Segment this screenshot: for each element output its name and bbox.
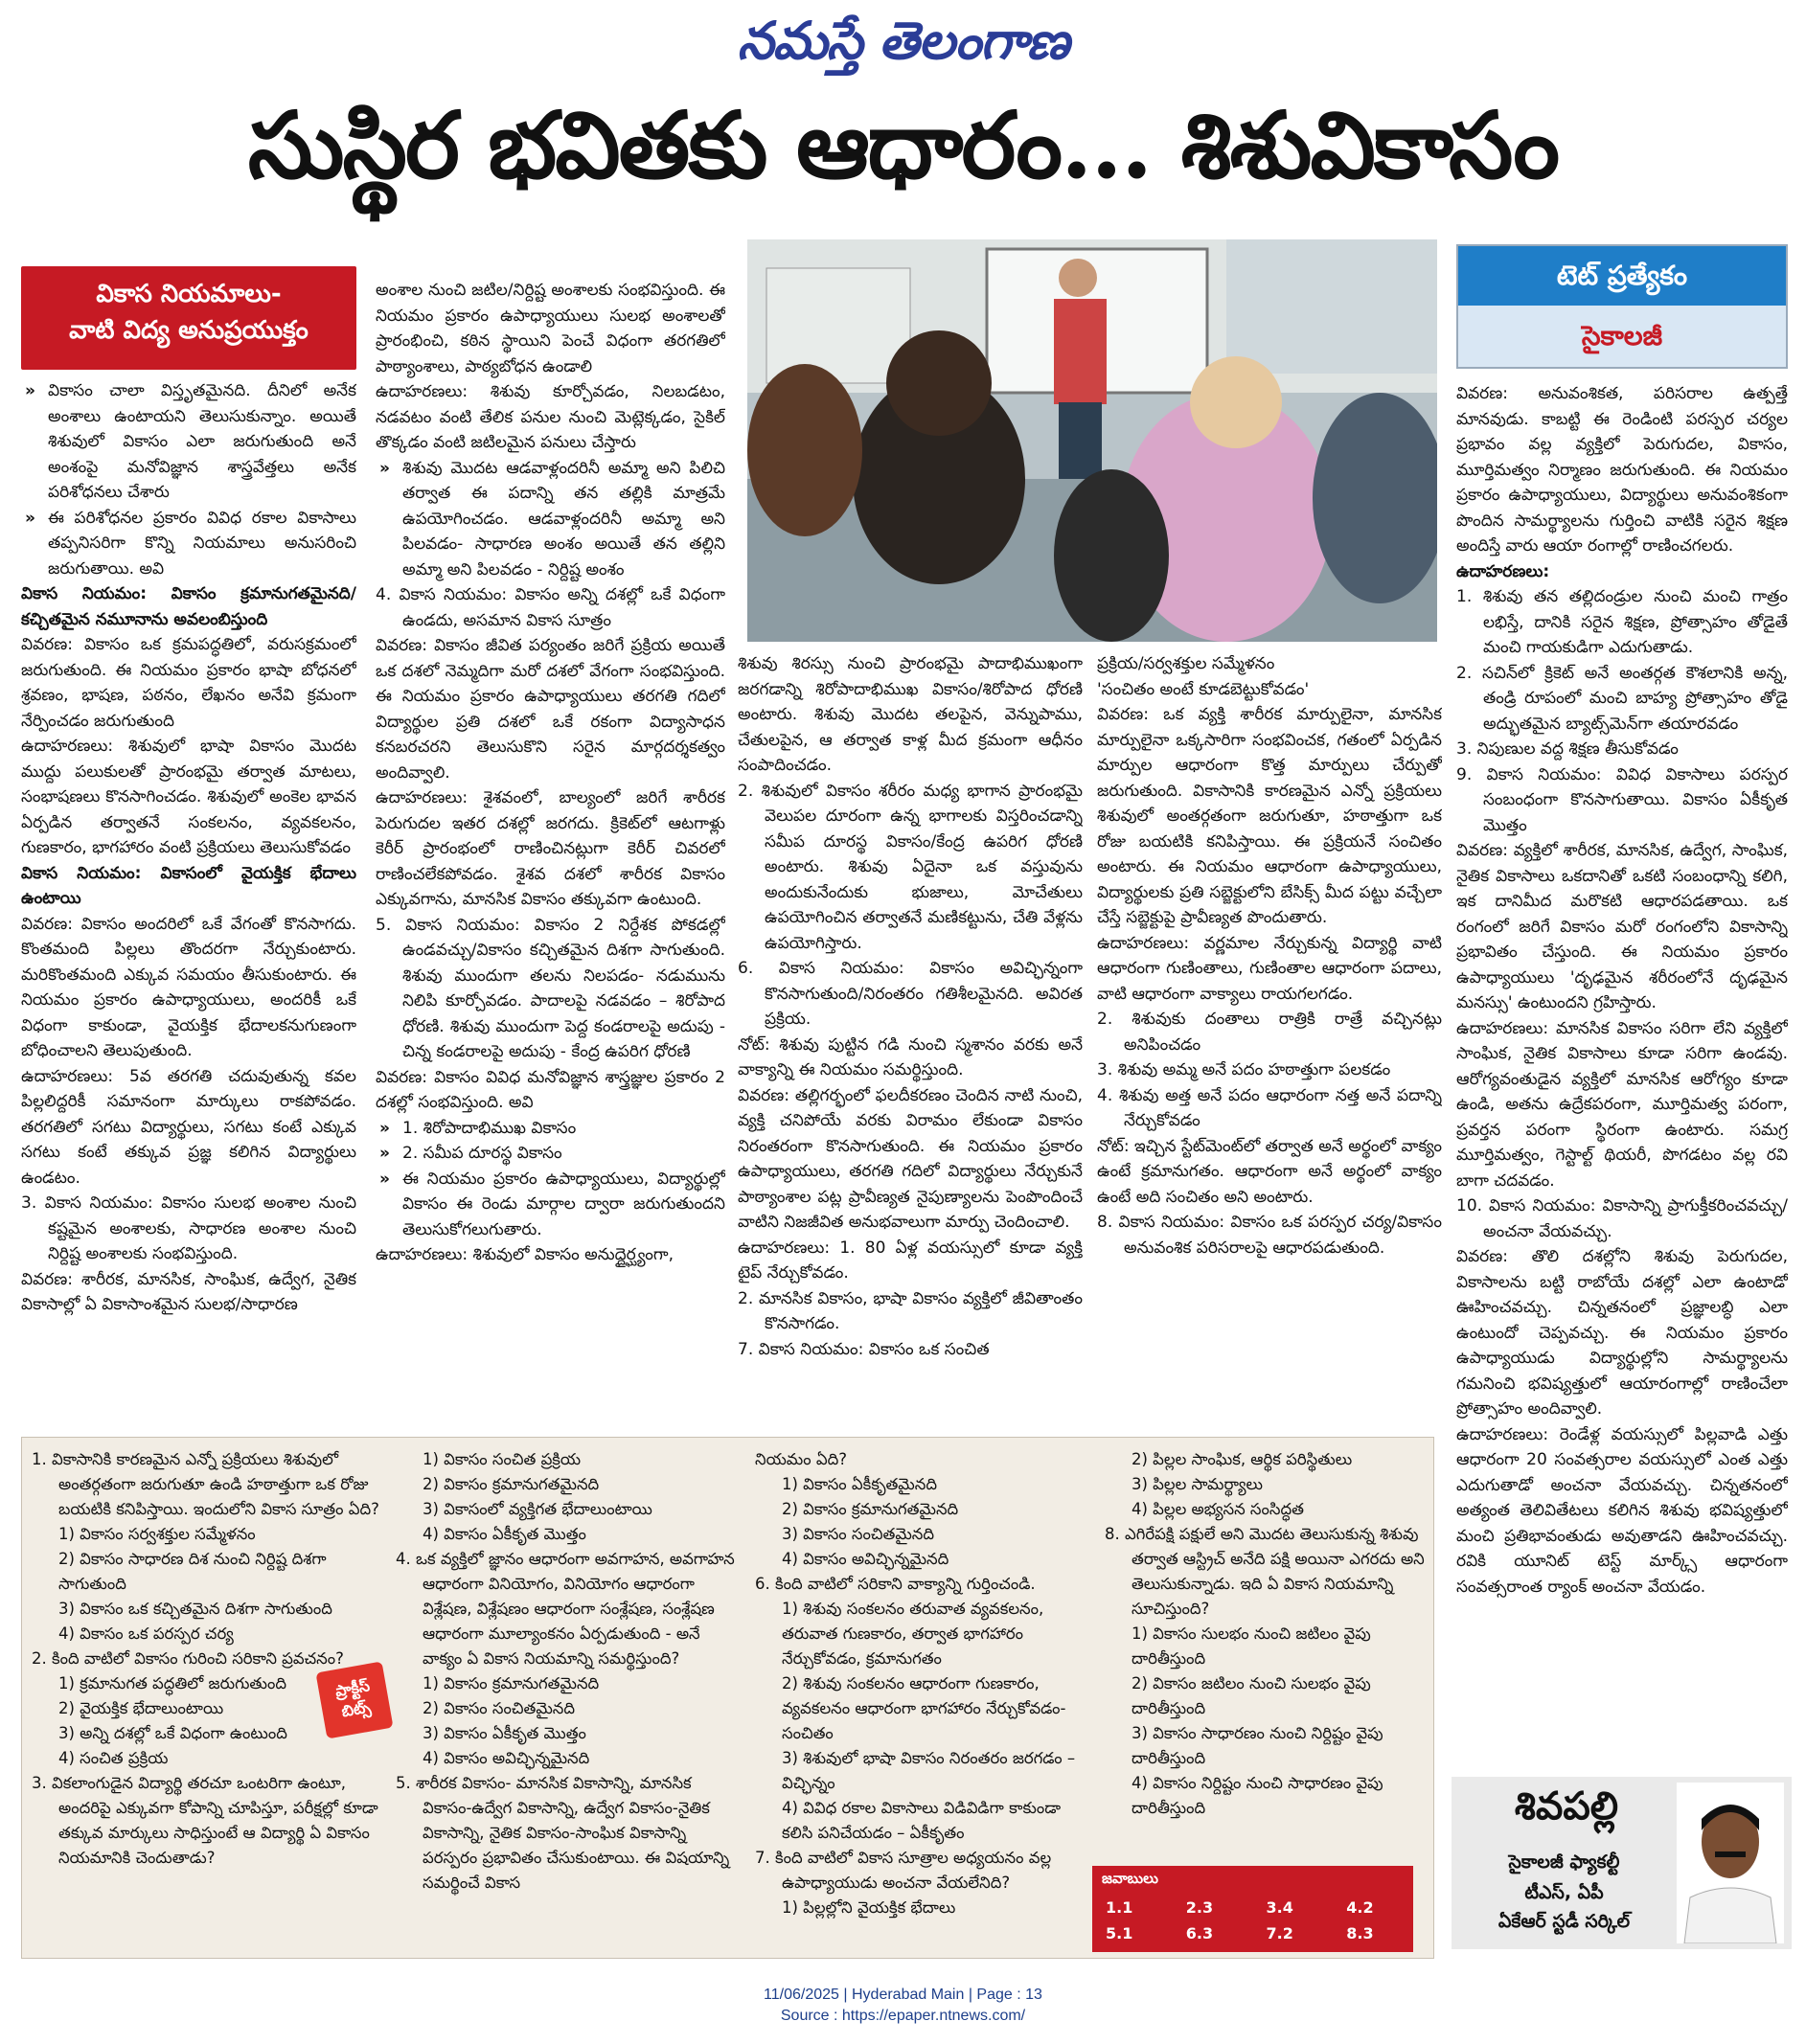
- option: 4) వికాసం ఒక పరస్పర చర్య: [58, 1624, 234, 1643]
- option: 4) వికాసం అవిచ్ఛిన్నమైనది: [782, 1550, 949, 1568]
- option: 2) వైయక్తిక భేదాలుంటాయి: [58, 1699, 224, 1717]
- paragraph: 3. వికాస నియమం: వికాసం సులభ అంశాల నుంచి కష్టమైన అంశాలకు, సాధారణ అంశాల నుంచి నిర్దిష్ట అంశాలకు సంభవిస్తుంది.: [21, 1193, 356, 1263]
- question: 2. కింది వాటిలో వికాసం గురించి సరికాని ప్రవచనం?: [32, 1649, 344, 1668]
- option: 2) పిల్లల సాంఘిక, ఆర్థిక పరిస్థితులు: [1132, 1450, 1353, 1468]
- paragraph: 3. నిపుణుల వద్ద శిక్షణ తీసుకోవడం: [1456, 739, 1679, 759]
- paragraph: ఉదాహరణలు: శైశవంలో, బాల్యంలో జరిగే శారీరక పెరుగుదల ఇతర దశల్లో జరగదు. క్రికెట్‌లో ఆటగాళ్లు కెరీర్ ప్రారంభంలో రాణించినట్లుగా కెరీర్ చివరలో రాణించలేకపోవడం. శైశవ దశలో శారీరక వికాసం ఎక్కువగాను, మానసిక వికాసం తక్కువగా ఉంటుంది.: [376, 788, 725, 909]
- option: 1) పిల్లల్లోని వైయక్తిక భేదాలు: [782, 1898, 956, 1917]
- paragraph: 9. వికాస నియమం: వివిధ వికాసాలు పరస్పర సంబంధంగా కొనసాగుతాయి. వికాసం ఏకీకృత మొత్తం: [1456, 764, 1788, 835]
- practice-label: ప్రాక్టీస్: [333, 1676, 372, 1701]
- option: 4) వికాసం అవిచ్ఛిన్నమైనది: [423, 1749, 590, 1767]
- edition-info: 11/06/2025 | Hyderabad Main | Page : 13: [764, 1987, 1042, 2003]
- question: 3. వికలాంగుడైన విద్యార్థి తరచూ ఒంటరిగా ఉంటూ, అందరిపై ఎక్కువగా కోపాన్ని చూపిస్తూ, పరీక్షల్లో కూడా తక్కువ మార్కులు సాధిస్తుంటే ఆ విద్యార్థి ఏ వికాసం నియమానికి చెందుతాడు?: [32, 1774, 378, 1867]
- paragraph: ఉదాహరణలు: శిశువులో వికాసం అనుద్దైర్ఘ్యంగా,: [376, 1245, 674, 1264]
- option: 3) పిల్లల సామర్థ్యాలు: [1132, 1475, 1263, 1493]
- page-footer: [0, 1985, 1806, 2027]
- question: 5. శారీరక వికాసం- మానసిక వికాసాన్ని, మానసిక వికాసం-ఉద్వేగ వికాసాన్ని, ఉద్వేగ వికాసం-నైతిక వికాసాన్ని, నైతిక వికాసం-సాంఘిక వికాసాన్ని పరస్పరం ప్రభావితం చేసుకుంటాయి. ఈ విషయాన్ని సమర్థించే వికాస: [396, 1774, 730, 1892]
- paragraph: ఉదాహరణలు: మానసిక వికాసం సరిగా లేని వ్యక్తిలో సాంఘిక, నైతిక వికాసాలు కూడా సరిగా ఉండవు. ఆరోగ్యవంతుడైన వ్యక్తిలో మానసిక ఆరోగ్యం కూడా ఉండి, అతను ఉద్రేకపరంగా, మూర్తిమత్వ పరంగా, ప్రవర్తన పరంగా స్థిరంగా ఉంటారు. సమగ్ర మూర్తిమత్వం, గెస్టాల్ట్ థియరీ, పొగడటం వల్ల రవి బాగా చదవడం.: [1456, 1018, 1788, 1191]
- paragraph: ఉదాహరణలు: 1. 80 ఏళ్ల వయస్సులో కూడా వ్యక్తి టైప్ నేర్చుకోవడం.: [738, 1238, 1083, 1283]
- option: 4) పిల్లల అభ్యసన సంసిద్ధత: [1132, 1500, 1304, 1518]
- author-name: శివపల్లి: [1514, 1784, 1619, 1828]
- paragraph: 2. శిశువుకు దంతాలు రాత్రికి రాత్రే వచ్చినట్లు అనిపించడం: [1097, 1010, 1442, 1055]
- classroom-photo: [747, 239, 1437, 642]
- paragraph: ఉదాహరణలు: వర్ణమాల నేర్చుకున్న విద్యార్థి వాటి ఆధారంగా గుణింతాలు, గుణింతాల ఆధారంగా పదాలు, వాటి ఆధారంగా వాక్యాలు రాయగలగడం.: [1097, 933, 1442, 1004]
- option: 4) వికాసం ఏకీకృత మొత్తం: [423, 1525, 586, 1543]
- paragraph: ఉదాహరణలు: శిశువులో భాషా వికాసం మొదట ముద్దు పలుకులతో ప్రారంభమై తర్వాత మాటలు, సంభాషణలు కొనసాగించడం. శిశువులో అంకెల భావన ఏర్పడిన తర్వాతనే సంకలనం, వ్యవకలనం, గుణకారం, భాగహారం వంటి ప్రక్రియలు తెలుసుకోవడం: [21, 737, 356, 857]
- option: 3) వికాసం ఏకీకృత మొత్తం: [423, 1724, 586, 1742]
- paragraph: వివరణ: వికాసం ఒక క్రమపద్ధతిలో, వరుసక్రమంలో జరుగుతుంది. ఈ నియమం ప్రకారం భాషా బోధనలో శ్రవణం, భాషణ, పఠనం, లేఖనం అనేవి క్రమంగా నేర్పించడం జరుగుతుంది: [21, 635, 356, 731]
- option: 1) వికాసం సంచిత ప్రక్రియ: [423, 1450, 582, 1468]
- paragraph: 'సంచితం అంటే కూడబెట్టుకోవడం': [1097, 679, 1310, 699]
- paragraph: నోట్: శిశువు పుట్టిన గడి నుంచి స్మశానం వరకు అనే వాక్యాన్ని ఈ నియమం సమర్థిస్తుంది.: [738, 1034, 1083, 1079]
- source-link[interactable]: Source : https://epaper.ntnews.com/: [780, 2008, 1026, 2024]
- paragraph: 4. శిశువు అత్త అనే పదం ఆధారంగా నత్త అనే పదాన్ని నేర్చుకోవడం: [1097, 1085, 1442, 1130]
- bits-column-2: [396, 1447, 741, 1950]
- masthead-logo: నమస్తే తెలంగాణ: [737, 10, 1069, 71]
- paragraph: వివరణ: వికాసం జీవిత పర్యంతం జరిగే ప్రక్రియ అయితే ఒక దశలో నెమ్మదిగా మరో దశలో వేగంగా సంభవిస్తుంది. ఈ నియమం ప్రకారం ఉపాధ్యాయులు తరగతి గదిలో విద్యార్థుల ప్రతి దశలో ఒకే రకంగా విద్యాసాధన కనబరచరని తెలుసుకొని సరైన మార్గదర్శకత్వం అందివ్వాలి.: [376, 636, 725, 783]
- option: 1) క్రమానుగత పద్ధతిలో జరుగుతుంది: [58, 1674, 286, 1692]
- option: 1) వికాసం సులభం నుంచి జటిలం వైపు దారితీస్తుంది: [1132, 1624, 1371, 1668]
- paragraph: 3. శిశువు అమ్మ అనే పదం హఠాత్తుగా పలకడం: [1097, 1060, 1391, 1079]
- paragraph: » 2. సమీప దూరస్థ వికాసం: [376, 1141, 725, 1167]
- author-box: [1452, 1777, 1792, 1949]
- option: 3) వికాసంలో వ్యక్తిగత భేదాలుంటాయి: [423, 1500, 652, 1518]
- paragraph: ఉదాహరణలు:: [1456, 561, 1550, 581]
- author-photo: [1677, 1783, 1784, 1943]
- article-column-4: [1097, 651, 1442, 1427]
- question: 1. వికాసానికి కారణమైన ఎన్నో ప్రక్రియలు శిశువులో అంతర్గతంగా జరుగుతూ ఉండి హఠాత్తుగా ఒక రోజు బయటికి కనిపిస్తాయి. ఇందులోని వికాస సూత్రం ఏది?: [32, 1450, 379, 1518]
- paragraph: వివరణ: వ్యక్తిలో శారీరక, మానసిక, ఉద్వేగ, సాంఘిక, నైతిక వికాసాలు ఒకదానితో ఒకటి సంబంధాన్ని కలిగి, ఇక దానిమీద మరొకటి ఆధారపడతాయి. ఒక రంగంలో జరిగే వికాసం మరో రంగంలోని వికాసాన్ని ప్రభావితం చేస్తుంది. ఈ నియమం ప్రకారం ఉపాధ్యాయులు 'దృఢమైన శరీరంలోనే దృఢమైన మనస్సు' ఉంటుందని గ్రహిస్తారు.: [1456, 841, 1788, 1012]
- option: 1) వికాసం ఏకీకృతమైనది: [782, 1475, 937, 1493]
- paragraph: ఉదాహరణలు: 5వ తరగతి చదువుతున్న కవల పిల్లలిద్దరికీ సమానంగా మార్కులు రాకపోవడం. తరగతిలో సగటు విద్యార్థులు, సగటు కంటే ఎక్కువ సగటు కంటే తక్కువ ప్రజ్ఞ కలిగిన విద్యార్థులు ఉండటం.: [21, 1066, 356, 1188]
- option: 3) వికాసం సంచితమైనది: [782, 1525, 935, 1543]
- article-column-3: [738, 651, 1083, 1427]
- answers-table: [1092, 1895, 1413, 1946]
- question: నియమం ఏది?: [755, 1450, 848, 1468]
- paragraph: వివరణ: శారీరక, మానసిక, సాంఘిక, ఉద్వేగ, నైతిక వికాసాల్లో ఏ వికాసాంశమైన సులభ/సాధారణ: [21, 1269, 356, 1314]
- paragraph: ఉదాహరణలు: శిశువు కూర్చోవడం, నిలబడటం, నడవటం వంటి తేలిక పనుల నుంచి మెట్లెక్కడం, సైకిల్ తొక్కడం వంటి జటిలమైన పనులు చేస్తారు: [376, 382, 725, 452]
- option: 2) వికాసం జటిలం నుంచి సులభం వైపు దారితీస్తుంది: [1132, 1674, 1371, 1717]
- paragraph: నోట్: ఇచ్చిన స్టేట్‌మెంట్‌లో తర్వాత అనే అర్థంలో వాక్యం ఉంటే క్రమానుగతం. ఆధారంగా అనే అర్థంలో వాక్యం ఉంటే అది సంచితం అని అంటారు.: [1097, 1136, 1442, 1207]
- section-box: [21, 266, 356, 370]
- option: 4) వికాసం నిర్దిష్టం నుంచి సాధారణం వైపు దారితీస్తుంది: [1132, 1774, 1383, 1817]
- answer-cell: 8.3: [1346, 1924, 1374, 1942]
- article-column-1: [21, 378, 356, 1427]
- answer-cell: 6.3: [1185, 1924, 1214, 1942]
- author-orgs: టీఎస్, ఏపీ: [1524, 1882, 1604, 1903]
- question: 7. కింది వాటిలో వికాస సూత్రాల అధ్యయనం వల్ల ఉపాధ్యాయుడు అంచనా వేయలేనిది?: [755, 1849, 1052, 1892]
- answer-cell: 4.2: [1346, 1898, 1374, 1917]
- paragraph: వివరణ: అనువంశికత, పరిసరాల ఉత్పత్తే మానవుడు. కాబట్టి ఈ రెండింటి పరస్పర చర్యల ప్రభావం వల్ల వ్యక్తిలో పెరుగుదల, వికాసం, మూర్తిమత్వం నిర్మాణం జరుగుతుంది. ఈ నియమం ప్రకారం ఉపాధ్యాయులు, విద్యార్థులు అనువంశికంగా పొందిన సామర్థ్యాలను గుర్తించి వాటికి సరైన శిక్షణ అందిస్తే వారు ఆయా రంగాల్లో రాణించగలరు.: [1456, 384, 1788, 556]
- option: 4) వివిధ రకాల వికాసాలు విడివిడిగా కాకుండా కలిసి పనిచేయడం – ఏకీకృతం: [782, 1799, 1062, 1842]
- option: 2) వికాసం సాధారణ దిశ నుంచి నిర్దిష్ట దిశగా సాగుతుంది: [58, 1550, 327, 1593]
- paragraph: 2. శిశువులో వికాసం శరీరం మధ్య భాగాన ప్రారంభమై వెలుపల దూరంగా ఉన్న భాగాలకు విస్తరించడాన్ని సమీప దూరస్థ వికాసం/కేంద్ర ఉపరిగ ధోరణి అంటారు. శిశువు ఏదైనా ఒక వస్తువును అందుకునేందుకు భుజాలు, మోచేతులు ఉపయోగించిన తర్వాతనే మణికట్టును, చేతి వేళ్లను ఉపయోగిస్తారు.: [738, 781, 1083, 953]
- paragraph: » ఈ పరిశోధనల ప్రకారం వివిధ రకాల వికాసాలు తప్పనిసరిగా కొన్ని నియమాలు అనుసరించి జరుగుతాయి. అవి: [21, 506, 356, 582]
- paragraph: » శిశువు మొదట ఆడవాళ్లందరినీ అమ్మా అని పిలిచి తర్వాత ఈ పదాన్ని తన తల్లికి మాత్రమే ఉపయోగించడం. ఆడవాళ్లందరినీ అమ్మా అని పిలవడం- సాధారణ అంశం అయితే తన తల్లిని అమ్మా అని పిలవడం - నిర్దిష్ట అంశం: [376, 456, 725, 583]
- paragraph: 5. వికాస నియమం: వికాసం 2 నిర్దేశక పోకడల్లో ఉండవచ్చు/వికాసం కచ్చితమైన దిశగా సాగుతుంది. శిశువు ముందుగా తలను నిలపడం- నడుమును నిలిపి కూర్చోవడం. పాదాలపై నడవడం – శిరోపాద ధోరణి. శిశువు ముందుగా పెద్ద కండరాలపై అదుపు - చిన్న కండరాలపై అదుపు - కేంద్ర ఉపరిగ ధోరణి: [376, 915, 725, 1061]
- author-role: సైకాలజీ ఫ్యాకల్టీ: [1508, 1851, 1620, 1873]
- option: 1) వికాసం సర్వశక్తుల సమ్మేళనం: [58, 1525, 256, 1543]
- tet-special-label: టెట్ ప్రత్యేకం: [1458, 246, 1786, 306]
- answer-cell: 5.1: [1106, 1924, 1133, 1942]
- option: 3) వికాసం సాధారణం నుంచి నిర్దిష్టం వైపు దారితీస్తుంది: [1132, 1724, 1383, 1767]
- answer-cell: 1.1: [1106, 1898, 1133, 1917]
- paragraph: వివరణ: ఒక వ్యక్తి శారీరక మార్పులైనా, మానసిక మార్పులైనా ఒక్కసారిగా సంభవించక, గతంలో ఏర్పడిన మార్పుల ఆధారంగా కొత్త మార్పులు చేర్పుతో జరుగుతుంది. వికాసానికి కారణమైన ఎన్నో ప్రక్రియలు శిశువులో అంతర్గతంగా జరుగుతూ, హఠాత్తుగా ఒక రోజు బయటికి కనిపిస్తాయి. ఈ ప్రక్రియనే సంచితం అంటారు. ఈ నియమం ఆధారంగా ఉపాధ్యాయులు, విద్యార్థులకు ప్రతి సబ్జెక్టులోని బేసిక్స్ మీద పట్టు వచ్చేలా చేస్తే సబ్జెక్టుపై ప్రావీణ్యత పొందుతారు.: [1097, 705, 1442, 927]
- article-column-2: [376, 278, 725, 1427]
- tet-special-box: [1456, 244, 1788, 369]
- headline: సుస్థిర భవితకు ఆధారం... శిశువికాసం: [247, 91, 1559, 199]
- question: 4. ఒక వ్యక్తిలో జ్ఞానం ఆధారంగా అవగాహన, అవగాహన ఆధారంగా వినియోగం, వినియోగం ఆధారంగా విశ్లేషణ, విశ్లేషణం ఆధారంగా సంశ్లేషణ, సంశ్లేషణ ఆధారంగా మూల్యాంకనం ఏర్పడుతుంది - అనే వాక్యం ఏ వికాస నియమాన్ని సమర్థిస్తుంది?: [396, 1550, 735, 1668]
- option: 2) శిశువు సంకలనం ఆధారంగా గుణకారం, వ్యవకలనం ఆధారంగా భాగహారం నేర్చుకోవడం-సంచితం: [782, 1674, 1066, 1742]
- paragraph: 4. వికాస నియమం: వికాసం అన్ని దశల్లో ఒకే విధంగా ఉండదు, అసమాన వికాస సూత్రం: [376, 585, 725, 630]
- paragraph: వివరణ: తొలి దశల్లోని శిశువు పెరుగుదల, వికాసాలను బట్టి రాబోయే దశల్లో ఎలా ఉంటాడో ఊహించవచ్చు. చిన్నతనంలో ప్రజ్ఞాలబ్ధి ఎలా ఉంటుందో చెప్పవచ్చు. ఈ నియమం ప్రకారం ఉపాధ్యాయుడు విద్యార్థుల్లోని సామర్థ్యాలను గమనించి భవిష్యత్తులో ఆయారంగాల్లో రాణించేలా ప్రోత్సాహం అందివ్వాలి.: [1456, 1247, 1788, 1419]
- paragraph: వికాస నియమం: వికాసంలో వైయక్తిక భేదాలు ఉంటాయి: [21, 863, 356, 908]
- article-column-5: [1456, 381, 1788, 1770]
- option: 3) వికాసం ఒక కచ్చితమైన దిశగా సాగుతుంది: [58, 1600, 332, 1618]
- option: 4) సంచిత ప్రక్రియ: [58, 1749, 169, 1767]
- author-institute: ఏకేఆర్ స్టడీ సర్కిల్: [1497, 1911, 1631, 1932]
- paragraph: వివరణ: వికాసం వివిధ మనోవిజ్ఞాన శాస్త్రజ్ఞుల ప్రకారం 2 దశల్లో సంభవిస్తుంది. అవి: [376, 1067, 725, 1112]
- question: 6. కింది వాటిలో సరికాని వాక్యాన్ని గుర్తించండి.: [755, 1575, 1036, 1593]
- paragraph: వికాస నియమం: వికాసం క్రమానుగతమైనది/ కచ్చితమైన నమూనాను అవలంబిస్తుంది: [21, 584, 356, 629]
- bits-column-4: [1105, 1447, 1426, 1859]
- option: 2) వికాసం క్రమానుగతమైనది: [423, 1475, 600, 1493]
- question: 8. ఎగిరేపక్షి పక్షులే అని మొదట తెలుసుకున్న శిశువు తర్వాత ఆస్ట్రిచ్ అనేది పక్షి అయినా ఎగరదు అని తెలుసుకున్నాడు. ఇది ఏ వికాస నియమాన్ని సూచిస్తుంది?: [1105, 1525, 1425, 1618]
- paragraph: ప్రక్రియ/సర్వశక్తుల సమ్మేళనం: [1097, 654, 1275, 673]
- paragraph: » వికాసం చాలా విస్తృతమైనది. దీనిలో అనేక అంశాలు ఉంటాయని తెలుసుకున్నాం. అయితే శిశువులో వికాసం ఎలా జరుగుతుంది అనే అంశంపై మనోవిజ్ఞాన శాస్త్రవేత్తలు అనేక పరిశోధనలు చేశారు: [21, 378, 356, 506]
- answer-cell: 7.2: [1266, 1924, 1293, 1942]
- paragraph: ఉదాహరణలు: రెండేళ్ల వయస్సులో పిల్లవాడి ఎత్తు ఆధారంగా 20 సంవత్సరాల వయస్సులో ఎంత ఎత్తు ఎదుగుతాడో అంచనా వేయవచ్చు. చిన్నతనంలో అత్యంత తెలివితేటలు కలిగిన శిశువు భవిష్యత్తులో మంచి ప్రతిభావంతుడు అవుతాడని ఊహించవచ్చు. రవికి యూనిట్ టెస్ట్ మార్క్స్ ఆధారంగా సంవత్సరాంత ర్యాంక్ అంచనా వేయడం.: [1456, 1424, 1788, 1597]
- answer-cell: 2.3: [1185, 1898, 1214, 1917]
- option: 1) శిశువు సంకలనం తరువాత వ్యవకలనం, తరువాత గుణకారం, తర్వాత భాగహారం నేర్చుకోవడం, క్రమానుగతం: [782, 1600, 1044, 1668]
- option: 1) వికాసం క్రమానుగతమైనది: [423, 1674, 600, 1692]
- section-box-line2: వాటి విద్య అనుప్రయుక్తం: [69, 316, 309, 345]
- option: 3) అన్ని దశల్లో ఒకే విధంగా ఉంటుంది: [58, 1724, 287, 1742]
- paragraph: వివరణ: తల్లిగర్భంలో ఫలదీకరణం చెందిన నాటి నుంచి, వ్యక్తి చనిపోయే వరకు విరామం లేకుండా వికాసం నిరంతరంగా కొనసాగుతుంది. ఈ నియమం ప్రకారం ఉపాధ్యాయులు, తరగతి గదిలో విద్యార్థులు నేర్చుకునే పాఠ్యాంశాల పట్ల ప్రావీణ్యత నైపుణ్యాలను పెంపొందించే వాటిని నిజజీవిత అనుభవాలుగా మార్పు చెందించాలి.: [738, 1085, 1083, 1232]
- bits-column-3: [755, 1447, 1095, 1950]
- practice-bits-badge: [315, 1661, 393, 1738]
- paragraph: వివరణ: వికాసం అందరిలో ఒకే వేగంతో కొనసాగదు. కొంతమంది పిల్లలు తొందరగా నేర్చుకుంటారు. మరికొంతమంది ఎక్కువ సమయం తీసుకుంటారు. ఈ నియమం ప్రకారం ఉపాధ్యాయులు, అందరికీ ఒకే విధంగా కాకుండా, వైయక్తిక భేదాలకనుగుణంగా బోధించాలని తెలుపుతుంది.: [21, 914, 356, 1060]
- paragraph: అంశాల నుంచి జటిల/నిర్దిష్ట అంశాలకు సంభవిస్తుంది. ఈ నియమం ప్రకారం ఉపాధ్యాయులు సులభ అంశాలతో ప్రారంభించి, కఠిన స్థాయిని పెంచే విధంగా తరగతిలో పాఠ్యాంశాలు, పాఠ్యబోధన ఉండాలి: [376, 281, 725, 376]
- option: 3) శిశువులో భాషా వికాసం నిరంతరం జరగడం – విచ్ఛిన్నం: [782, 1749, 1076, 1792]
- paragraph: 2. మానసిక వికాసం, భాషా వికాసం వ్యక్తిలో జీవితాంతం కొనసాగడం.: [738, 1288, 1083, 1333]
- bits-label: బిట్స్: [339, 1697, 373, 1721]
- paragraph: 7. వికాస నియమం: వికాసం ఒక సంచిత: [738, 1339, 990, 1359]
- section-box-line1: వికాస నియమాలు-: [96, 280, 282, 308]
- paragraph: » 1. శిరోపాదాభిముఖ వికాసం: [376, 1116, 725, 1142]
- paragraph: 1. శిశువు తన తల్లిదండ్రుల నుంచి మంచి గాత్రం లభిస్తే, దానికి సరైన శిక్షణ, ప్రోత్సాహం తోడైతే మంచి గాయకుడిగా ఎదుగుతాడు.: [1456, 587, 1788, 657]
- paragraph: శిశువు శిరస్సు నుంచి ప్రారంభమై పాదాభిముఖంగా జరగడాన్ని శిరోపాదాభిముఖ వికాసం/శిరోపాద ధోరణి అంటారు. శిశువు మొదట తలపైన, వెన్నుపాము, చేతులపైన, ఆ తర్వాత కాళ్ల మీద క్రమంగా ఆధీనం సంపాదించడం.: [738, 654, 1083, 775]
- option: 2) వికాసం క్రమానుగతమైనది: [782, 1500, 959, 1518]
- paragraph: » ఈ నియమం ప్రకారం ఉపాధ్యాయులు, విద్యార్థుల్లో వికాసం ఈ రెండు మార్గాల ద్వారా జరుగుతుందని తెలుసుకోగలుగుతారు.: [376, 1167, 725, 1243]
- answer-cell: 3.4: [1266, 1898, 1293, 1917]
- paragraph: 6. వికాస నియమం: వికాసం అవిచ్ఛిన్నంగా కొనసాగుతుంది/నిరంతరం గతిశీలమైనది. అవిరత ప్రక్రియ.: [738, 959, 1083, 1029]
- answers-box: [1092, 1866, 1413, 1952]
- psychology-label: సైకాలజీ: [1581, 320, 1663, 352]
- paragraph: 8. వికాస నియమం: వికాసం ఒక పరస్పర చర్య/వికాసం అనువంశిక పరిసరాలపై ఆధారపడుతుంది.: [1097, 1213, 1442, 1258]
- option: 2) వికాసం సంచితమైనది: [423, 1699, 576, 1717]
- answers-title: జవాబులు: [1102, 1870, 1158, 1887]
- paragraph: 10. వికాస నియమం: వికాసాన్ని ప్రాగుక్తీకరించవచ్చు/ అంచనా వేయవచ్చు.: [1456, 1196, 1788, 1241]
- paragraph: 2. సచిన్‌లో క్రికెట్ అనే అంతర్గత కౌశలానికి అన్న, తండ్రి రూపంలో మంచి బాహ్య ప్రోత్సాహం తోడై అద్భుతమైన బ్యాట్స్‌మెన్‌గా తయారవడం: [1456, 663, 1788, 734]
